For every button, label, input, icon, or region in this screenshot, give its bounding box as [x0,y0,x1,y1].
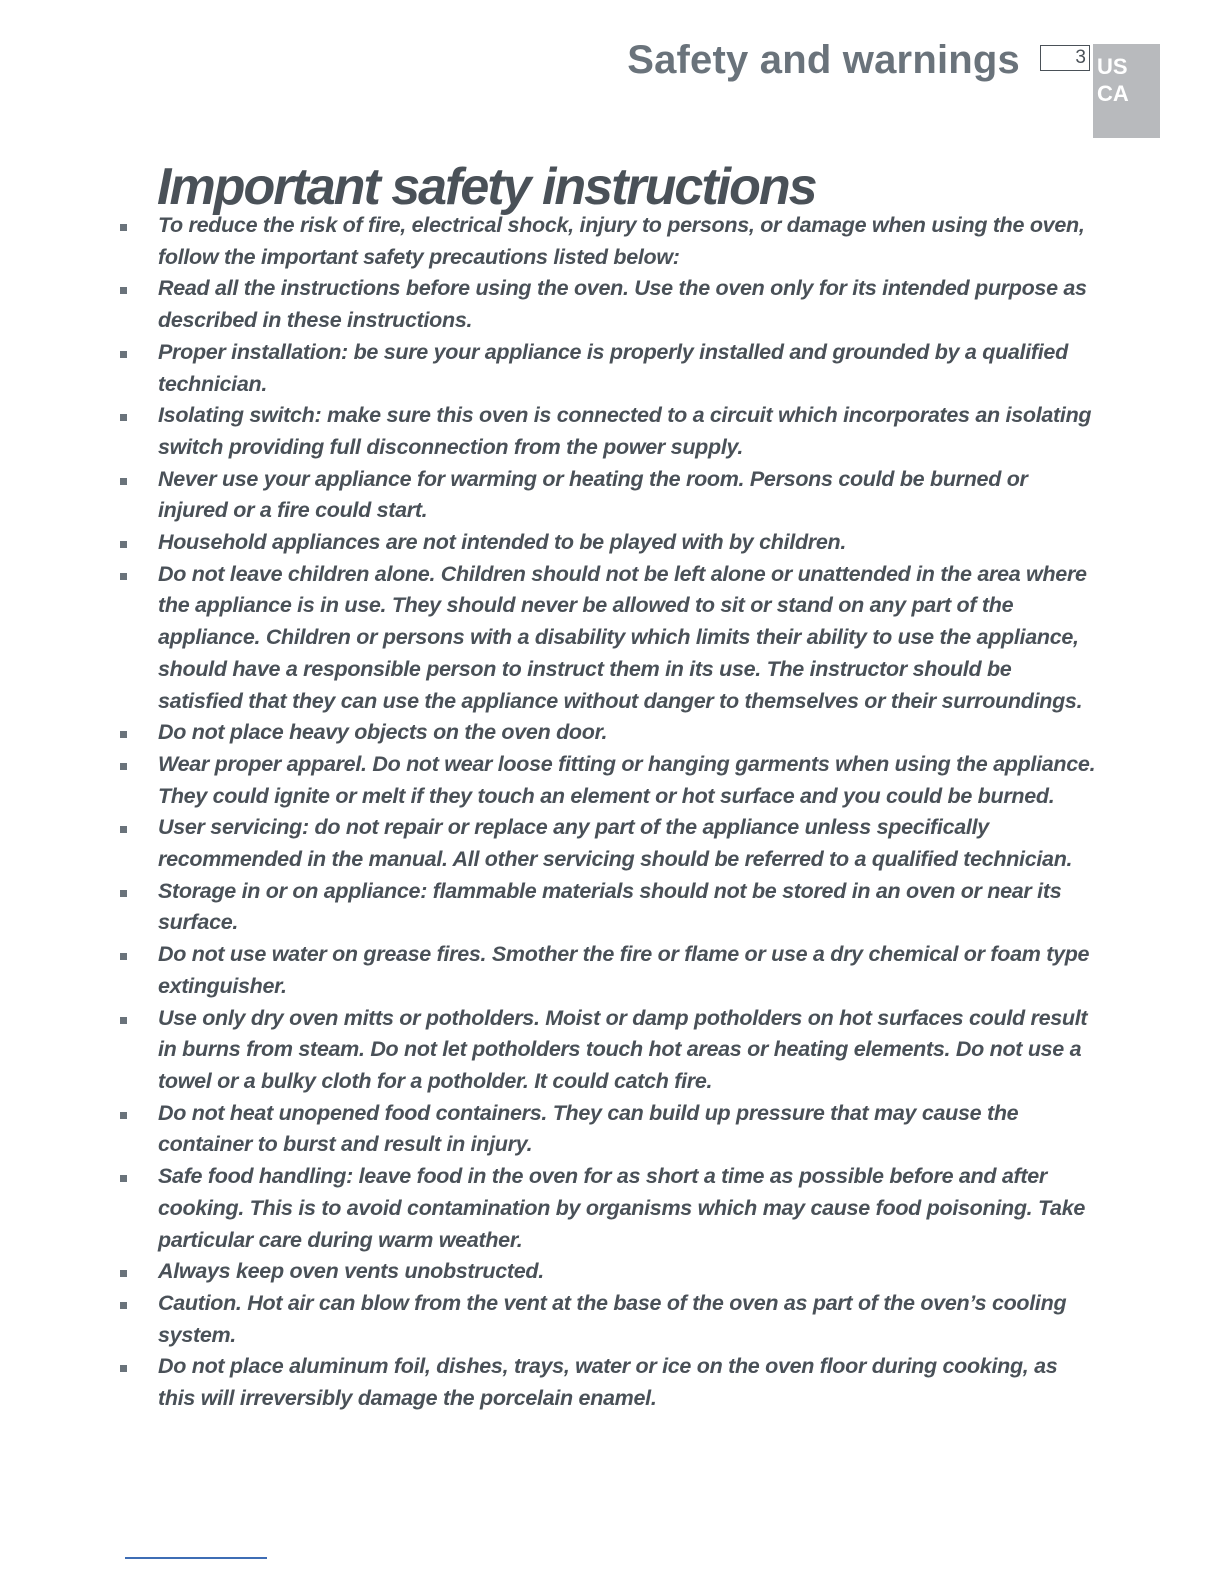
list-item-text: Household appliances are not intended to be played with by children. [158,530,847,555]
list-item-text: Do not heat unopened food containers. They can build up pressure that may cause the container to burst and result in injury. [158,1100,1019,1157]
list-item [158,939,1098,1002]
list-item-text: Isolating switch: make sure this oven is connected to a circuit which incorporates an isolating switch providing full disconnection from the power supply. [158,403,1092,459]
bullet-icon [120,1270,127,1277]
list-item [158,1351,1098,1414]
list-item-text: Read all the instructions before using the oven. Use the oven only for its intended purpose as described in these instructions. [158,276,1087,333]
list-item-text: Safe food handling: leave food in the oven for as short a time as possible before and after cooking. This is to avoid contamination by organisms which may cause food poisoning. Take particular care during warm weather. [158,1164,1086,1252]
list-item [158,210,1098,273]
list-item [158,1003,1098,1098]
list-item-text: User servicing: do not repair or replace any part of the appliance unless specifically recommended in the manual. All other servicing should be referred to a qualified technician. [158,815,1073,872]
safety-instructions-list [0,210,1224,1415]
footer-rule [125,1557,267,1559]
list-item [158,812,1098,875]
list-item [158,527,1098,559]
bullet-icon [120,414,127,421]
bullet-icon [120,541,127,548]
list-item-text: Do not leave children alone. Children should not be left alone or unattended in the area where the appliance is in use. They should never be allowed to sit or stand on any part of the appliance. Children or persons with a disability which limits their ability to use the appliance, should have a responsible person to instruct them in its use. The instructor should be satisfied that they can use the appliance without danger to themselves or their surroundings. [158,561,1087,713]
list-item-text: Do not use water on grease fires. Smother the fire or flame or use a dry chemical or foam type extinguisher. [158,942,1090,998]
list-item-text: Do not place heavy objects on the oven door. [158,720,608,745]
bullet-icon [120,351,127,358]
list-item-text: Proper installation: be sure your appliance is properly installed and grounded by a qualified technician. [158,339,1068,396]
bullet-icon [120,1175,127,1182]
region-tab [1093,44,1160,138]
region-code-us: US [1097,54,1128,79]
bullet-icon [120,478,127,485]
list-item [158,337,1098,400]
list-item-text: Never use your appliance for warming or heating the room. Persons could be burned or injured or a fire could start. [158,466,1028,523]
bullet-icon [120,1017,127,1024]
page-number: 3 [1040,45,1090,71]
list-item [158,1161,1098,1256]
list-item [158,717,1098,749]
section-title: Safety and warnings [627,38,1020,82]
list-item [158,464,1098,527]
bullet-icon [120,224,127,231]
bullet-icon [120,953,127,960]
list-item [158,1288,1098,1351]
bullet-icon [120,731,127,738]
list-item [158,559,1098,718]
bullet-icon [120,573,127,580]
list-item-text: Use only dry oven mitts or potholders. Moist or damp potholders on hot surfaces could result in burns from steam. Do not let potholders touch hot areas or heating elements. Do not use a towel or a bulky cloth for a potholder. It could catch fire. [158,1005,1088,1093]
bullet-icon [120,1302,127,1309]
list-item-text: Always keep oven vents unobstructed. [158,1259,544,1284]
list-item [158,876,1098,939]
list-item [158,749,1098,812]
list-item [158,1256,1098,1288]
bullet-icon [120,763,127,770]
bullet-icon [120,890,127,897]
list-item-text: Wear proper apparel. Do not wear loose fitting or hanging garments when using the appliance. They could ignite or melt if they touch an element or hot surface and you could be burned. [158,751,1096,808]
bullet-icon [120,287,127,294]
list-item [158,273,1098,336]
list-item-text: To reduce the risk of fire, electrical shock, injury to persons, or damage when using the oven, follow the important safety precautions listed below: [158,213,1085,269]
bullet-icon [120,826,127,833]
list-item-text: Storage in or on appliance: flammable materials should not be stored in an oven or near its surface. [158,878,1062,935]
list-item-text: Caution. Hot air can blow from the vent at the base of the oven as part of the oven’s cooling system. [158,1290,1067,1347]
region-code-ca: CA [1097,81,1129,106]
list-item [158,1098,1098,1161]
page-title: Important safety instructions [157,157,816,216]
list-item-text: Do not place aluminum foil, dishes, trays, water or ice on the oven floor during cooking, as this will irreversibly damage the porcelain enamel. [158,1354,1058,1411]
list-item [158,400,1098,463]
bullet-icon [120,1112,127,1119]
bullet-icon [120,1365,127,1372]
